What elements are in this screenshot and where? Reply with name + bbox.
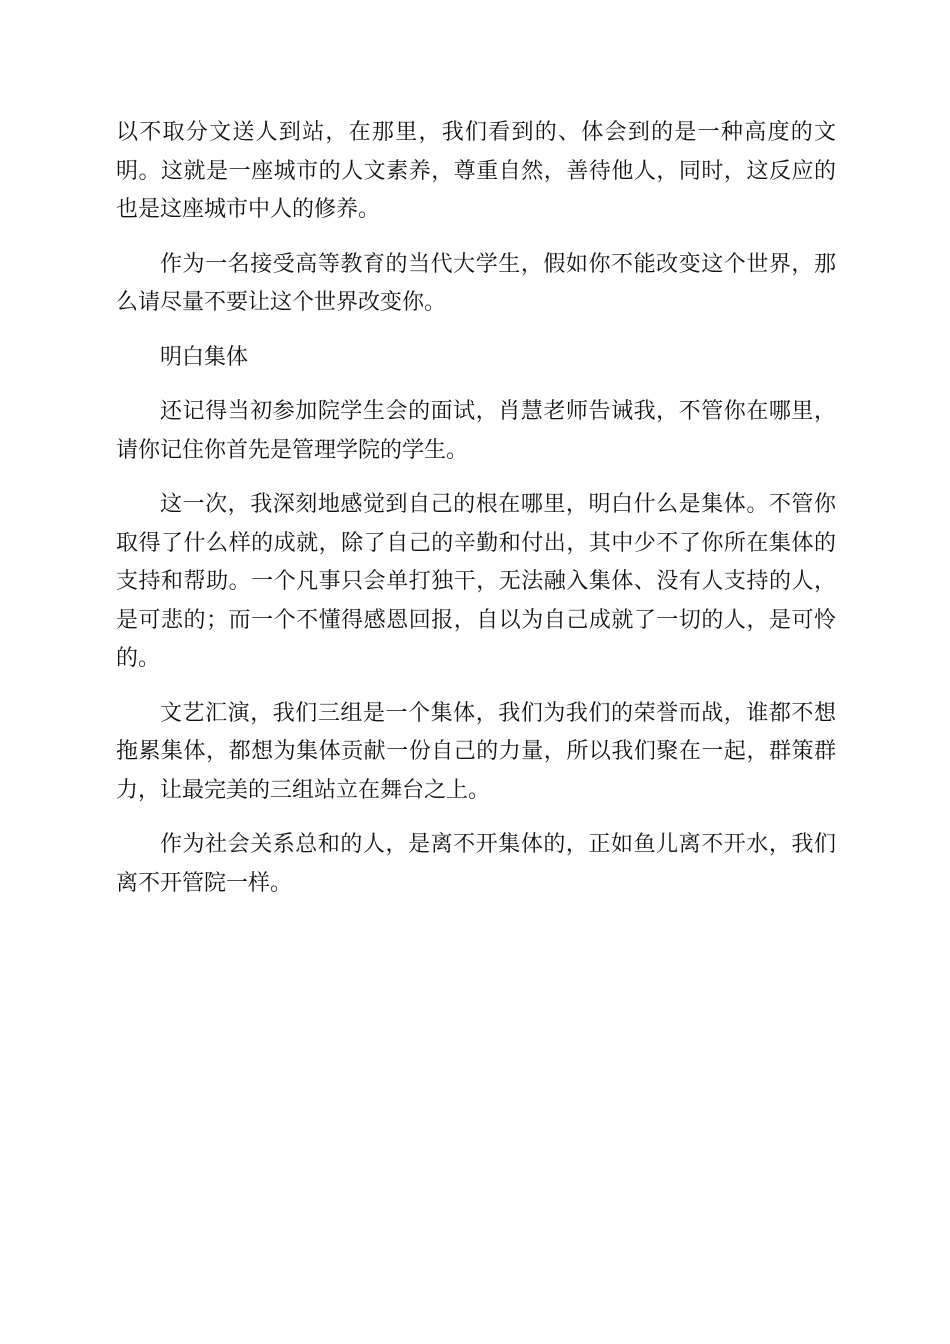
paragraph-conclusion: 作为社会关系总和的人，是离不开集体的，正如鱼儿离不开水，我们离不开管院一样。 bbox=[116, 832, 836, 896]
paragraph-interview: 还记得当初参加院学生会的面试，肖慧老师告诫我，不管你在哪里，请你记住你首先是管理学院的学生。 bbox=[116, 399, 836, 463]
paragraph-performance: 文艺汇演，我们三组是一个集体，我们为我们的荣誉而战，谁都不想拖累集体，都想为集体贡献一份自己的力量，所以我们聚在一起，群策群力，让最完美的三组站立在舞台之上。 bbox=[116, 700, 836, 803]
section-heading: 明白集体 bbox=[160, 344, 249, 370]
paragraph-collective: 这一次，我深刻地感觉到自己的根在哪里，明白什么是集体。不管你取得了什么样的成就，除了自己的辛勤和付出，其中少不了你所在集体的支持和帮助。一个凡事只会单打独干，无法融入集体、没有人支持的人，是可悲的；而一个不懂得感恩回报，自以为自己成就了一切的人，是可怜的。 bbox=[116, 492, 836, 671]
paragraph-continuation: 以不取分文送人到站，在那里，我们看到的、体会到的是一种高度的文明。这就是一座城市的人文素养，尊重自然，善待他人，同时，这反应的也是这座城市中人的修养。 bbox=[116, 120, 836, 222]
paragraph-college-student: 作为一名接受高等教育的当代大学生，假如你不能改变这个世界，那么请尽量不要让这个世界改变你。 bbox=[116, 251, 836, 315]
document-body bbox=[116, 114, 836, 919]
